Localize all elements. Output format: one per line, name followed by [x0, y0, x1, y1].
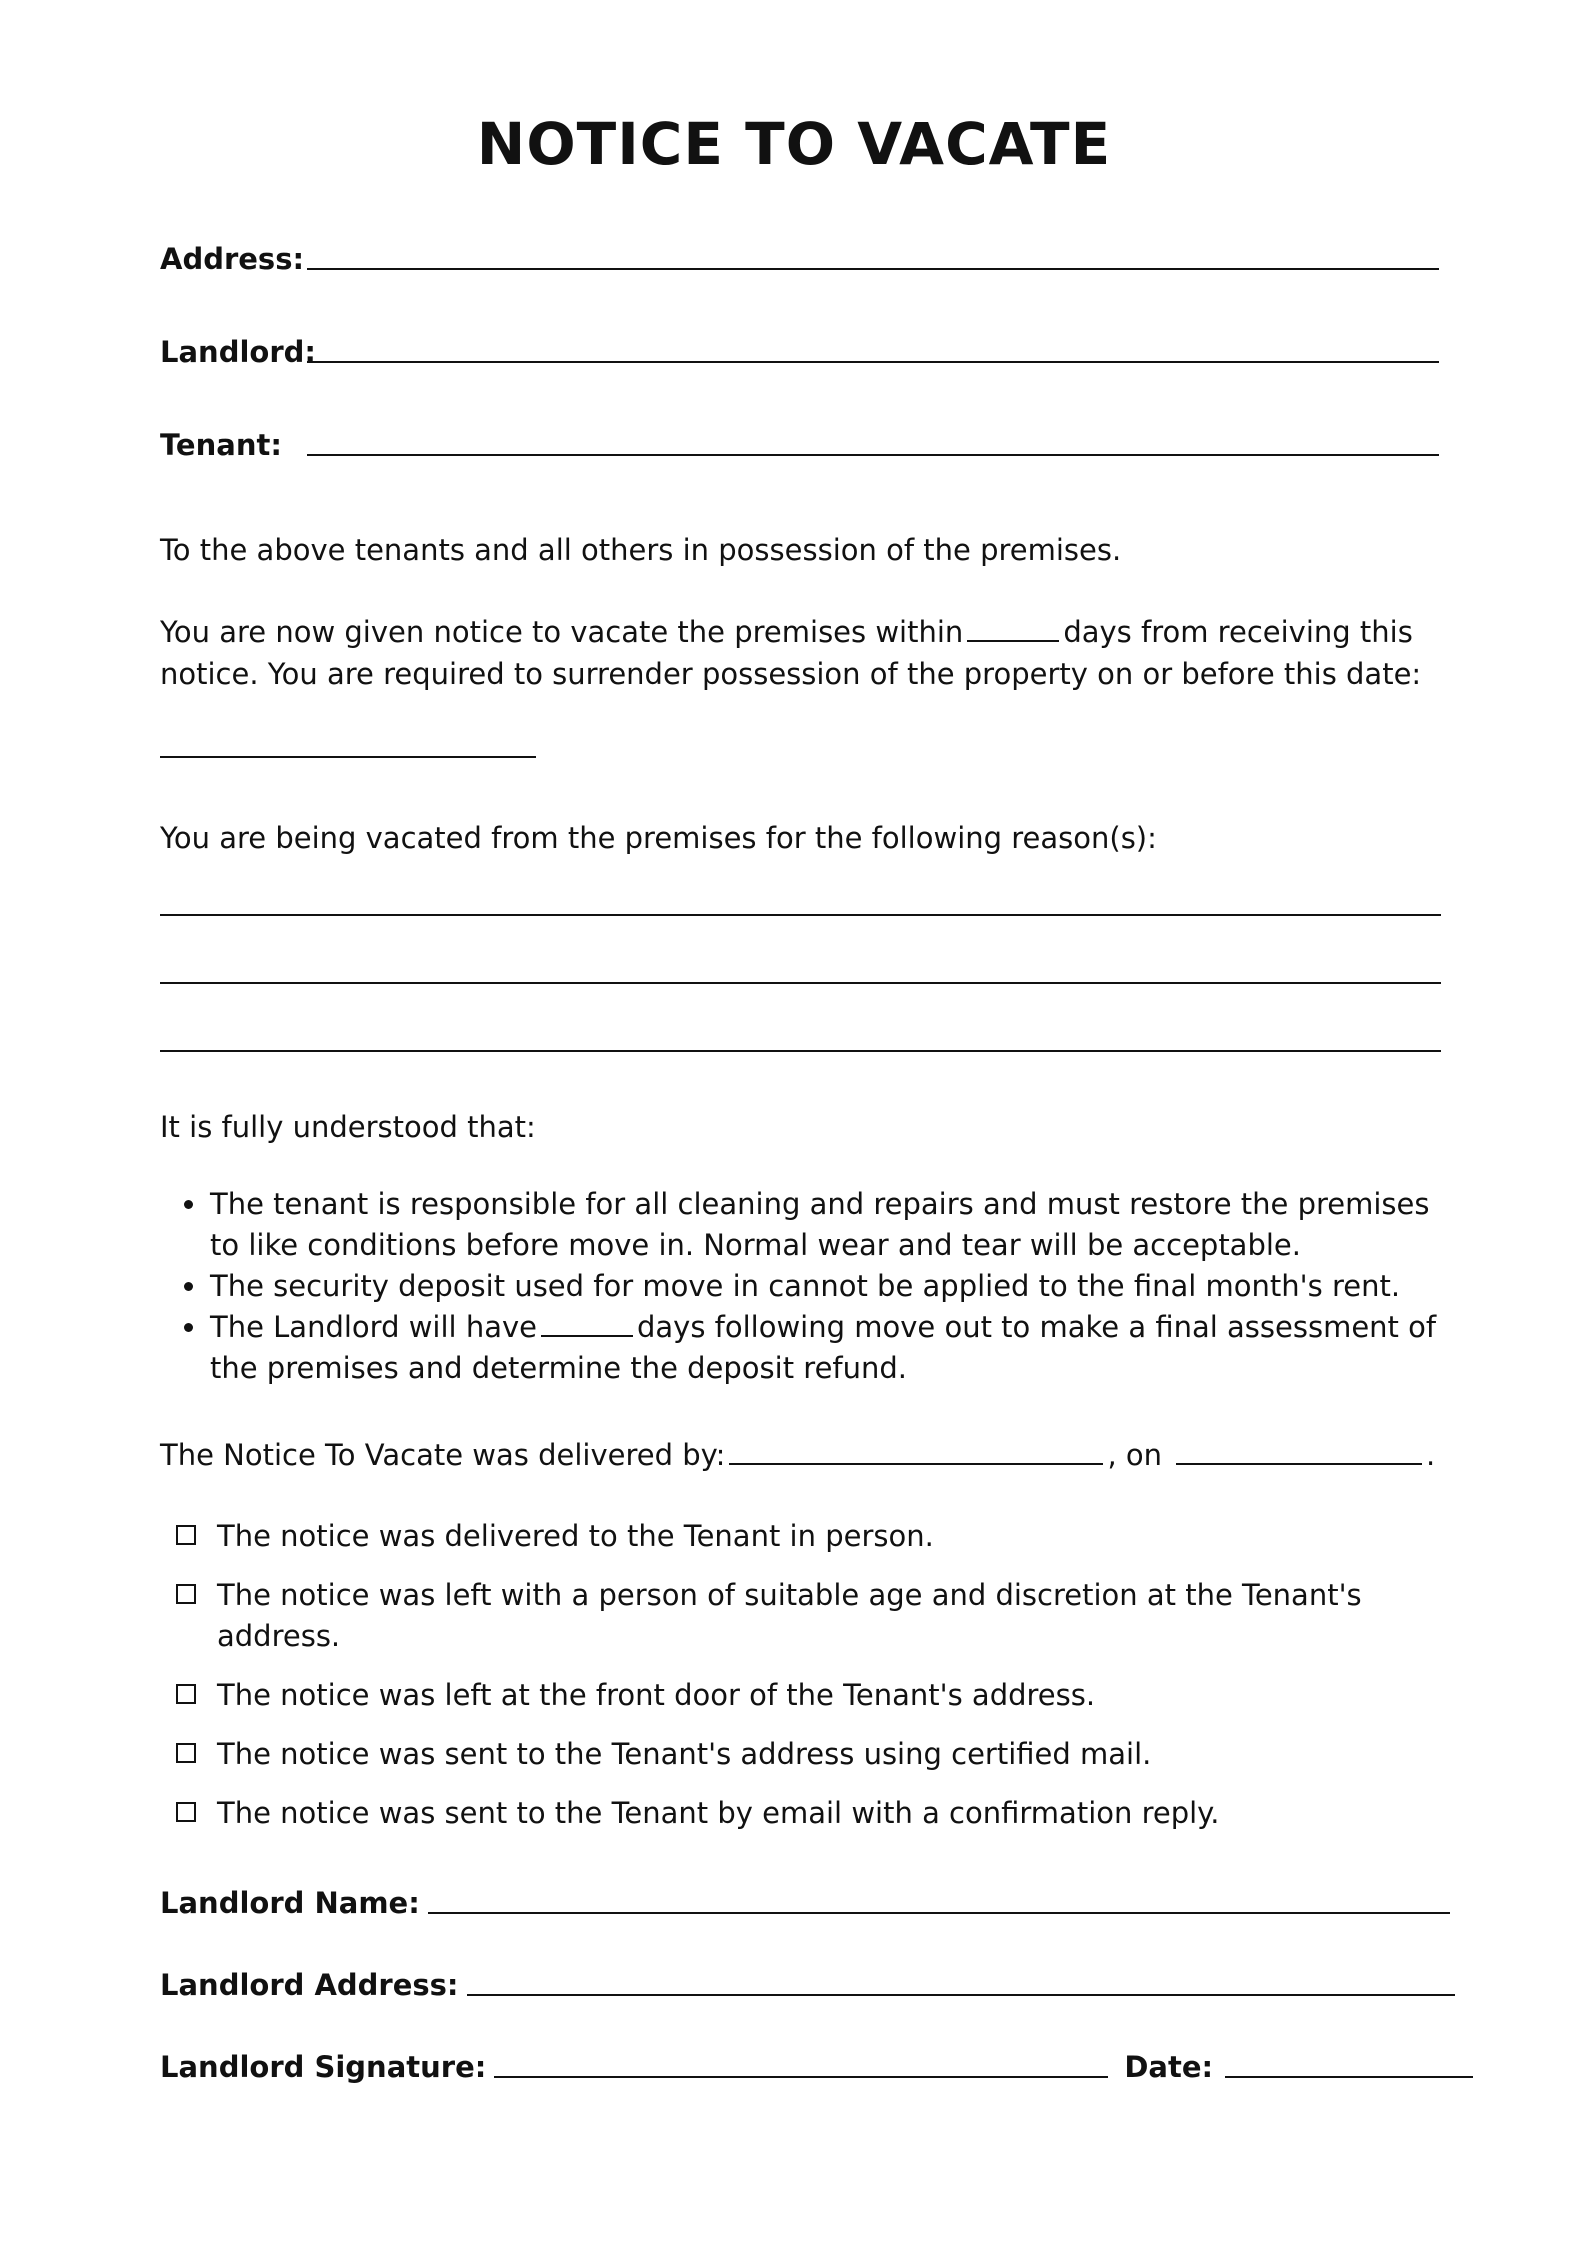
- checkbox-label: The notice was sent to the Tenant by email with a confirmation reply.: [217, 1796, 1220, 1830]
- understood-paragraph: It is fully understood that:: [160, 1110, 536, 1144]
- days-blank[interactable]: [967, 640, 1059, 642]
- checkbox-label: The notice was left with a person of suitable age and discretion at the Tenant's address.: [217, 1578, 1362, 1653]
- landlord-name-line[interactable]: [428, 1912, 1450, 1914]
- landlord-label: Landlord:: [160, 335, 316, 369]
- landlord-signature-line[interactable]: [494, 2076, 1108, 2078]
- page-title: NOTICE TO VACATE: [476, 110, 1112, 178]
- landlord-address-field: [160, 1960, 1455, 2002]
- bullet-icon: [184, 1323, 193, 1332]
- checkbox-icon[interactable]: [176, 1584, 196, 1604]
- bullet-icon: [184, 1282, 193, 1291]
- list-item: [210, 1307, 1450, 1389]
- delivery-method-checklist: [174, 1516, 1454, 1852]
- terms-list: [160, 1184, 1450, 1389]
- intro-paragraph: To the above tenants and all others in possession of the premises.: [160, 533, 1122, 567]
- bullet-icon: [184, 1200, 193, 1209]
- delivery-end: .: [1426, 1438, 1436, 1472]
- address-label: Address:: [160, 242, 305, 276]
- landlord-address-line[interactable]: [467, 1994, 1455, 1996]
- checkbox-icon[interactable]: [176, 1802, 196, 1822]
- delivered-by-blank[interactable]: [729, 1463, 1103, 1465]
- vacate-date-line[interactable]: [160, 756, 536, 758]
- delivery-line: [160, 1434, 1450, 1476]
- date-line[interactable]: [1225, 2076, 1473, 2078]
- reason-line-1[interactable]: [160, 914, 1441, 916]
- checkbox-label: The notice was delivered to the Tenant in person.: [217, 1519, 934, 1553]
- date-label: Date:: [1124, 2050, 1214, 2084]
- reason-line-2[interactable]: [160, 982, 1441, 984]
- landlord-input-line[interactable]: [307, 361, 1439, 363]
- notice-text-start: You are now given notice to vacate the premises within: [160, 615, 964, 649]
- checkbox-icon[interactable]: [176, 1743, 196, 1763]
- checkbox-certified-mail[interactable]: [174, 1734, 1454, 1775]
- checkbox-icon[interactable]: [176, 1525, 196, 1545]
- checkbox-front-door[interactable]: [174, 1675, 1454, 1716]
- landlord-field: [160, 327, 1439, 369]
- landlord-name-field: [160, 1878, 1450, 1920]
- checkbox-email[interactable]: [174, 1793, 1454, 1834]
- tenant-field: [160, 420, 1439, 462]
- notice-paragraph: [160, 611, 1450, 695]
- term-3-start: The Landlord will have: [210, 1310, 537, 1344]
- address-input-line[interactable]: [307, 268, 1439, 270]
- landlord-name-label: Landlord Name:: [160, 1886, 420, 1920]
- term-2: The security deposit used for move in cannot be applied to the final month's rent.: [210, 1269, 1401, 1303]
- reason-line-3[interactable]: [160, 1050, 1441, 1052]
- term-1: The tenant is responsible for all cleaning and repairs and must restore the premises to like conditions before move in. Normal wear and tear will be acceptable.: [210, 1187, 1430, 1262]
- list-item: [210, 1184, 1450, 1266]
- checkbox-label: The notice was left at the front door of the Tenant's address.: [217, 1678, 1096, 1712]
- checkbox-in-person[interactable]: [174, 1516, 1454, 1557]
- list-item: [210, 1266, 1450, 1307]
- assessment-days-blank[interactable]: [541, 1335, 633, 1337]
- delivery-on: , on: [1107, 1438, 1163, 1472]
- address-field: [160, 234, 1439, 276]
- checkbox-suitable-person[interactable]: [174, 1575, 1454, 1657]
- landlord-address-label: Landlord Address:: [160, 1968, 459, 2002]
- checkbox-icon[interactable]: [176, 1684, 196, 1704]
- reasons-paragraph: You are being vacated from the premises for the following reason(s):: [160, 821, 1157, 855]
- term-3-end: days following move out to make a final assessment of the premises and determine the deposit refund.: [210, 1310, 1437, 1385]
- tenant-label: Tenant:: [160, 428, 282, 462]
- delivered-on-blank[interactable]: [1176, 1463, 1422, 1465]
- landlord-signature-field: [160, 2042, 1473, 2084]
- notice-text-end: days from receiving this notice. You are required to surrender possession of the property on or before this date:: [160, 615, 1422, 691]
- tenant-input-line[interactable]: [307, 454, 1439, 456]
- delivery-label: The Notice To Vacate was delivered by:: [160, 1438, 726, 1472]
- checkbox-label: The notice was sent to the Tenant's address using certified mail.: [217, 1737, 1152, 1771]
- landlord-signature-label: Landlord Signature:: [160, 2050, 487, 2084]
